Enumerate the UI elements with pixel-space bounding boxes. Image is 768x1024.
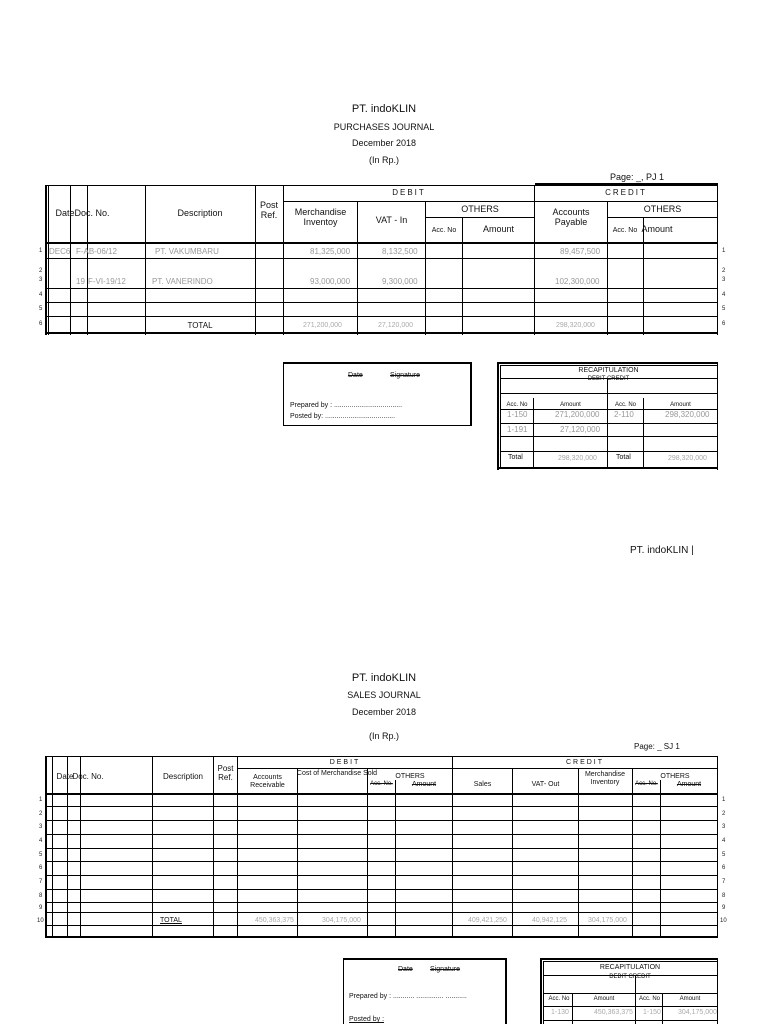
pj-recap-damt: 27,120,000 <box>560 425 601 434</box>
pj-rownum-right: 3 <box>722 277 726 283</box>
pj-cell-doc: F-VI-19/12 <box>88 277 126 286</box>
pj-total-vat: 27,120,000 <box>378 322 414 329</box>
pj-header-vat: VAT - In <box>375 215 408 225</box>
sj-recap-title: RECAPITULATION <box>599 964 661 971</box>
sj-rownum-right: 2 <box>722 811 726 817</box>
sj-header-doc: Doc. No. <box>72 772 104 781</box>
pj-total-label: TOTAL <box>187 321 213 330</box>
pj-rownum-right: 2 <box>722 268 726 274</box>
sj-total-cogs: 304,175,000 <box>322 917 361 924</box>
pj-cell-merch: 93,000,000 <box>310 277 351 286</box>
pj-header-ap: Accounts Payable <box>552 207 590 227</box>
sj-header-amount: Amount <box>411 781 437 788</box>
pj-header-credit: CREDIT <box>605 188 647 197</box>
sj-header-others: OTHERS <box>395 773 425 780</box>
pj-cell-date: 19 <box>76 277 85 286</box>
pj-posted-by: Posted by: .................................... <box>290 413 396 420</box>
pj-header-acc2: Acc. No <box>612 227 638 234</box>
sj-header-acc2: Acc. No. <box>635 781 658 787</box>
sj-recap-amount2: Amount <box>679 996 701 1002</box>
pj-cell-doc: F-AB-06/12 <box>76 247 117 256</box>
sj-rownum: 3 <box>39 824 43 830</box>
pj-recap-total-label2: Total <box>616 454 631 461</box>
pj-cell-desc: PT. VAKUMBARU <box>155 247 219 256</box>
page-break-mark: PT. indoKLIN | <box>630 545 694 556</box>
pj-recap-dacc: 1-191 <box>507 425 528 434</box>
pj-cell-merch: 81,325,000 <box>310 247 351 256</box>
sj-header-ar: Accounts Receivable <box>250 774 285 789</box>
sj-company: PT. indoKLIN <box>351 672 417 684</box>
sj-recap-camt: 304,175,000 <box>678 1009 717 1016</box>
pj-rownum: 3 <box>39 277 43 283</box>
sj-total-sales: 409,421,250 <box>468 917 507 924</box>
pj-recap-camt: 298,320,000 <box>665 410 710 419</box>
pj-title: PURCHASES JOURNAL <box>333 122 435 132</box>
pj-page: Page: _, PJ 1 <box>610 172 665 182</box>
pj-sign-date: Date <box>348 372 363 379</box>
sj-rownum: 10 <box>37 918 44 924</box>
sj-posted-by: Posted by : <box>349 1016 385 1023</box>
sj-total-label: TOTAL <box>160 917 182 924</box>
sj-header-vatout: VAT- Out <box>531 781 560 788</box>
pj-period: December 2018 <box>351 138 417 148</box>
pj-cell-vat: 8,132,500 <box>382 247 418 256</box>
pj-recap-acc: Acc. No <box>506 402 528 408</box>
pj-header-amount2: Amount <box>641 224 673 234</box>
sj-sign-date: Date <box>398 966 413 973</box>
pj-recap-total-label: Total <box>508 454 523 461</box>
pj-header-merch: Merchandise Inventoy <box>294 207 347 227</box>
pj-cell-vat: 9,300,000 <box>382 277 418 286</box>
sj-header-date: Date <box>56 772 74 781</box>
sj-total-merch: 304,175,000 <box>588 917 627 924</box>
pj-rownum: 2 <box>39 268 43 274</box>
sj-total-vatout: 40,942,125 <box>532 917 568 924</box>
sj-rownum: 2 <box>39 811 43 817</box>
sj-prepared-by: Prepared by : ........... .............. ........... <box>349 993 467 1000</box>
pj-prepared-by: Prepared by : ................................... <box>290 402 403 409</box>
sj-recap-amount: Amount <box>593 996 615 1002</box>
pj-company: PT. indoKLIN <box>351 103 417 115</box>
sj-header-amount2: Amount <box>676 781 702 788</box>
sj-header-post: Post Ref. <box>217 764 234 782</box>
pj-header-desc: Description <box>177 208 223 218</box>
pj-header-date: Date <box>55 208 75 218</box>
pj-cell-ap: 102,300,000 <box>555 277 600 286</box>
sj-rownum-right: 4 <box>722 838 726 844</box>
pj-rownum: 5 <box>39 306 43 312</box>
pj-header-others: OTHERS <box>461 204 499 214</box>
sj-header-desc: Description <box>162 772 203 781</box>
sj-recap-cacc: 1-150 <box>643 1009 661 1016</box>
sj-rownum: 8 <box>39 893 43 899</box>
sj-recap-damt: 450,363,375 <box>594 1009 633 1016</box>
sj-rownum-right: 1 <box>722 797 726 803</box>
pj-total-ap: 298,320,000 <box>556 322 595 329</box>
sj-period: December 2018 <box>351 707 417 717</box>
sj-title: SALES JOURNAL <box>347 690 421 700</box>
pj-recap-amount2: Amount <box>670 402 691 408</box>
pj-total-merch: 271,200,000 <box>303 322 342 329</box>
sj-header-cogs: Cost of Merchandise Sold <box>296 770 378 777</box>
pj-recap-cacc: 2-110 <box>614 410 634 419</box>
pj-recap-amount: Amount <box>560 402 581 408</box>
sj-rownum-right: 3 <box>722 824 726 830</box>
sj-rownum: 7 <box>39 879 43 885</box>
sj-unit: (In Rp.) <box>368 731 399 741</box>
pj-header-debit: DEBIT <box>392 188 426 197</box>
sj-rownum-right: 7 <box>722 879 726 885</box>
pj-header-others2: OTHERS <box>643 204 682 214</box>
sj-header-acc: Acc. No. <box>370 781 393 787</box>
sj-header-others2: OTHERS <box>660 773 690 780</box>
pj-header-amount: Amount <box>482 224 515 234</box>
sj-recap-acc: Acc. No <box>548 996 570 1002</box>
pj-rownum-right: 4 <box>722 292 726 298</box>
pj-unit: (In Rp.) <box>368 155 399 165</box>
sj-sign-signature: Signature <box>430 966 460 973</box>
pj-rownum: 4 <box>39 292 43 298</box>
sj-rownum: 9 <box>39 905 43 911</box>
sj-header-sales: Sales <box>473 781 492 788</box>
sj-recap-dacc: 1-130 <box>551 1009 569 1016</box>
pj-cell-desc: PT. VANERINDO <box>152 277 213 286</box>
pj-recap-dtotal: 298,320,000 <box>558 455 597 462</box>
pj-recap-dacc: 1-150 <box>507 410 528 419</box>
sj-rownum: 6 <box>39 865 43 871</box>
sj-rownum-right: 9 <box>722 905 726 911</box>
sj-recap-debcred: DEBIT CREDIT <box>609 974 651 980</box>
sj-rownum: 4 <box>39 838 43 844</box>
sj-header-debit: DEBIT <box>329 759 361 766</box>
sj-recap-acc2: Acc. No <box>638 996 660 1002</box>
pj-recap-damt: 271,200,000 <box>555 410 600 419</box>
sj-header-credit: CREDIT <box>565 759 605 766</box>
sj-rownum: 1 <box>39 797 43 803</box>
sj-rownum-right: 6 <box>722 865 726 871</box>
pj-cell-date: DEC6 <box>49 247 71 256</box>
sj-header-merch: Merchandise Inventory <box>584 771 626 786</box>
sj-total-ar: 450,363,375 <box>255 917 294 924</box>
pj-sign-signature: Signature <box>390 372 420 379</box>
pj-rownum-right: 5 <box>722 306 726 312</box>
pj-header-acc: Acc. No <box>431 227 457 234</box>
sj-page: Page: _ SJ 1 <box>634 742 680 751</box>
pj-cell-ap: 89,457,500 <box>560 247 601 256</box>
pj-recap-ctotal: 298,320,000 <box>668 455 707 462</box>
pj-recap-debcred: DEBIT CREDIT <box>587 376 630 382</box>
sj-rownum: 5 <box>39 852 43 858</box>
pj-rownum: 1 <box>39 248 43 254</box>
pj-header-post: Post Ref. <box>259 200 278 220</box>
pj-rownum-right: 6 <box>722 321 726 327</box>
sj-rownum-right: 10 <box>720 918 727 924</box>
pj-recap-title: RECAPITULATION <box>578 367 639 374</box>
pj-recap-acc2: Acc. No <box>614 402 636 408</box>
pj-header-doc: Doc. No. <box>74 208 110 218</box>
sj-rownum-right: 5 <box>722 852 726 858</box>
pj-rownum-right: 1 <box>722 248 726 254</box>
sj-rownum-right: 8 <box>722 893 726 899</box>
pj-rownum: 6 <box>39 321 43 327</box>
